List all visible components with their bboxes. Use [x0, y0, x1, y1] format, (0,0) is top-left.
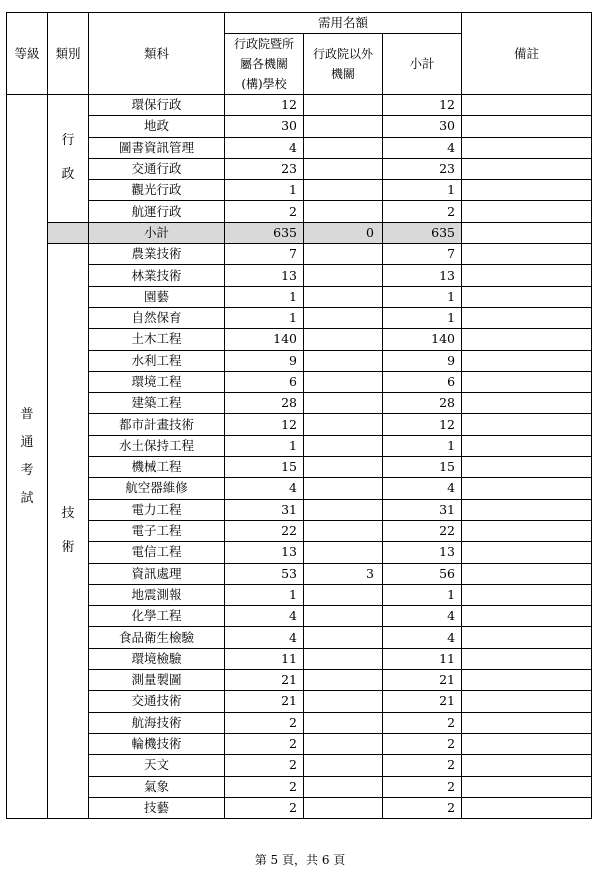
subtotal-cell: 9: [383, 350, 462, 371]
remarks-cell: [462, 414, 592, 435]
subtotal-cell: 2: [383, 201, 462, 222]
subject-cell: 電力工程: [89, 499, 225, 520]
subtotal-cell: 31: [383, 499, 462, 520]
subtotal-cell: 7: [383, 244, 462, 265]
exec-quota-cell: 2: [225, 733, 304, 754]
exec-quota-cell: 4: [225, 606, 304, 627]
table-row: [7, 371, 592, 392]
outside-quota-cell: 0: [304, 222, 383, 243]
table-row: [7, 393, 592, 414]
outside-quota-cell: [304, 265, 383, 286]
table-row: [7, 712, 592, 733]
subtotal-cell: 4: [383, 627, 462, 648]
exec-quota-cell: 140: [225, 329, 304, 350]
table-row: [7, 435, 592, 456]
remarks-cell: [462, 797, 592, 818]
page-footer: 第 5 頁，共 6 頁: [254, 853, 346, 867]
exec-quota-cell: 1: [225, 435, 304, 456]
exec-quota-cell: 2: [225, 776, 304, 797]
outside-quota-cell: [304, 371, 383, 392]
table-row: [7, 648, 592, 669]
subtotal-cell: 12: [383, 95, 462, 116]
remarks-cell: [462, 755, 592, 776]
exec-quota-cell: 6: [225, 371, 304, 392]
remarks-cell: [462, 180, 592, 201]
header-remarks: 備註: [462, 13, 592, 95]
subtotal-cell: 1: [383, 180, 462, 201]
outside-quota-cell: [304, 584, 383, 605]
exec-quota-cell: 2: [225, 712, 304, 733]
subject-cell: 氣象: [89, 776, 225, 797]
subtotal-row: [7, 222, 592, 243]
outside-quota-cell: [304, 350, 383, 371]
subject-cell: 技藝: [89, 797, 225, 818]
exec-quota-cell: 1: [225, 307, 304, 328]
outside-quota-cell: [304, 180, 383, 201]
subject-cell: 電子工程: [89, 520, 225, 541]
exec-quota-cell: 53: [225, 563, 304, 584]
table-row: [7, 95, 592, 116]
table-row: [7, 137, 592, 158]
outside-quota-cell: [304, 158, 383, 179]
exec-quota-cell: 11: [225, 648, 304, 669]
category-admin-label-char: 政: [61, 167, 75, 183]
table-row: [7, 329, 592, 350]
remarks-cell: [462, 478, 592, 499]
remarks-cell: [462, 329, 592, 350]
subject-cell: 水利工程: [89, 350, 225, 371]
remarks-cell: [462, 307, 592, 328]
outside-quota-cell: [304, 499, 383, 520]
subtotal-cell: 15: [383, 457, 462, 478]
subtotal-cell: 635: [383, 222, 462, 243]
outside-quota-cell: [304, 606, 383, 627]
exec-quota-cell: 4: [225, 627, 304, 648]
table-row: [7, 670, 592, 691]
subtotal-cell: 28: [383, 393, 462, 414]
subject-cell: 資訊處理: [89, 563, 225, 584]
outside-quota-cell: [304, 691, 383, 712]
outside-quota-cell: [304, 478, 383, 499]
header-category: 類別: [48, 13, 89, 95]
subtotal-cell: 2: [383, 755, 462, 776]
subject-cell: 環保行政: [89, 95, 225, 116]
remarks-cell: [462, 542, 592, 563]
subject-cell: 圖書資訊管理: [89, 137, 225, 158]
exec-quota-cell: 2: [225, 797, 304, 818]
outside-quota-cell: [304, 776, 383, 797]
subject-cell: 交通行政: [89, 158, 225, 179]
subtotal-cell: 1: [383, 584, 462, 605]
outside-quota-cell: [304, 797, 383, 818]
exec-quota-cell: 13: [225, 542, 304, 563]
table-row: [7, 180, 592, 201]
remarks-cell: [462, 371, 592, 392]
subtotal-cell: 12: [383, 414, 462, 435]
category-tech-cell: [48, 244, 89, 819]
table-row: [7, 776, 592, 797]
outside-quota-cell: [304, 712, 383, 733]
table-row: [7, 307, 592, 328]
category-tech-label-char: 技: [61, 506, 75, 522]
table-row: [7, 286, 592, 307]
remarks-cell: [462, 648, 592, 669]
exec-quota-cell: 30: [225, 116, 304, 137]
remarks-cell: [462, 265, 592, 286]
subject-cell: 水土保持工程: [89, 435, 225, 456]
outside-quota-cell: [304, 116, 383, 137]
table-row: [7, 563, 592, 584]
outside-quota-cell: 3: [304, 563, 383, 584]
header-level: 等級: [7, 13, 48, 95]
subtotal-cell: 2: [383, 797, 462, 818]
subtotal-cell: 23: [383, 158, 462, 179]
outside-quota-cell: [304, 393, 383, 414]
outside-quota-cell: [304, 733, 383, 754]
level-label-char: 考: [20, 462, 34, 478]
exec-quota-cell: 12: [225, 95, 304, 116]
quota-table: [6, 12, 592, 819]
subtotal-cell: 21: [383, 670, 462, 691]
table-row: [7, 201, 592, 222]
exec-quota-cell: 1: [225, 180, 304, 201]
outside-quota-cell: [304, 329, 383, 350]
remarks-cell: [462, 286, 592, 307]
subject-cell: 交通技術: [89, 691, 225, 712]
remarks-cell: [462, 712, 592, 733]
subject-cell: 天文: [89, 755, 225, 776]
subject-cell: 林業技術: [89, 265, 225, 286]
remarks-cell: [462, 393, 592, 414]
remarks-cell: [462, 691, 592, 712]
subject-cell: 農業技術: [89, 244, 225, 265]
subtotal-cell: 2: [383, 712, 462, 733]
remarks-cell: [462, 116, 592, 137]
level-label-char: 試: [20, 490, 34, 506]
subject-cell: 化學工程: [89, 606, 225, 627]
table-body: [7, 95, 592, 819]
remarks-cell: [462, 606, 592, 627]
exec-quota-cell: 31: [225, 499, 304, 520]
exec-quota-cell: 635: [225, 222, 304, 243]
table-row: [7, 520, 592, 541]
outside-quota-cell: [304, 414, 383, 435]
subtotal-cell: 6: [383, 371, 462, 392]
subtotal-cell: 2: [383, 776, 462, 797]
subtotal-cell: 21: [383, 691, 462, 712]
remarks-cell: [462, 776, 592, 797]
exec-quota-cell: 4: [225, 137, 304, 158]
remarks-cell: [462, 201, 592, 222]
subtotal-cell: 11: [383, 648, 462, 669]
table-row: [7, 691, 592, 712]
outside-quota-cell: [304, 307, 383, 328]
exec-quota-cell: 21: [225, 670, 304, 691]
outside-quota-cell: [304, 670, 383, 691]
subject-cell: 建築工程: [89, 393, 225, 414]
subject-cell: 環境工程: [89, 371, 225, 392]
remarks-cell: [462, 733, 592, 754]
outside-quota-cell: [304, 755, 383, 776]
remarks-cell: [462, 435, 592, 456]
subtotal-cell: 30: [383, 116, 462, 137]
subject-cell: 地震測報: [89, 584, 225, 605]
table-row: [7, 457, 592, 478]
subtotal-cell: 13: [383, 542, 462, 563]
subject-cell: 觀光行政: [89, 180, 225, 201]
remarks-cell: [462, 95, 592, 116]
remarks-cell: [462, 158, 592, 179]
outside-quota-cell: [304, 542, 383, 563]
subject-cell: 測量製圖: [89, 670, 225, 691]
category-admin-cell: [48, 95, 89, 223]
table-row: [7, 733, 592, 754]
exec-quota-cell: 4: [225, 478, 304, 499]
subject-cell: 土木工程: [89, 329, 225, 350]
outside-quota-cell: [304, 520, 383, 541]
subject-cell: 環境檢驗: [89, 648, 225, 669]
subject-cell: 航空器維修: [89, 478, 225, 499]
category-tech-label-char: 術: [61, 540, 75, 556]
exec-quota-cell: 15: [225, 457, 304, 478]
table-row: [7, 584, 592, 605]
outside-quota-cell: [304, 137, 383, 158]
level-cell: [7, 95, 48, 819]
exec-quota-cell: 1: [225, 584, 304, 605]
exec-quota-cell: 23: [225, 158, 304, 179]
table-row: [7, 542, 592, 563]
subject-cell: 航運行政: [89, 201, 225, 222]
outside-quota-cell: [304, 435, 383, 456]
subtotal-cell: 4: [383, 137, 462, 158]
outside-quota-cell: [304, 648, 383, 669]
exec-quota-cell: 21: [225, 691, 304, 712]
header-quota-group: 需用名額: [225, 13, 462, 34]
level-label-char: 通: [20, 434, 34, 450]
subject-cell: 食品衛生檢驗: [89, 627, 225, 648]
outside-quota-cell: [304, 244, 383, 265]
exec-quota-cell: 9: [225, 350, 304, 371]
table-row: [7, 499, 592, 520]
table-row: [7, 116, 592, 137]
remarks-cell: [462, 457, 592, 478]
remarks-cell: [462, 499, 592, 520]
subtotal-cell: 1: [383, 286, 462, 307]
remarks-cell: [462, 563, 592, 584]
subject-cell: 小計: [89, 222, 225, 243]
subtotal-cell: 2: [383, 733, 462, 754]
subject-cell: 機械工程: [89, 457, 225, 478]
subject-cell: 地政: [89, 116, 225, 137]
exec-quota-cell: 2: [225, 201, 304, 222]
header-exec-institutions: 行政院暨所 屬各機關 (構)學校: [225, 34, 304, 95]
subtotal-cell: 56: [383, 563, 462, 584]
exec-quota-cell: 2: [225, 755, 304, 776]
table-row: [7, 797, 592, 818]
header-subject: 類科: [89, 13, 225, 95]
subject-cell: 輪機技術: [89, 733, 225, 754]
table-row: [7, 350, 592, 371]
table-row: [7, 606, 592, 627]
outside-quota-cell: [304, 627, 383, 648]
subject-cell: 園藝: [89, 286, 225, 307]
subtotal-cell: 4: [383, 478, 462, 499]
exec-quota-cell: 22: [225, 520, 304, 541]
subject-cell: 都市計畫技術: [89, 414, 225, 435]
outside-quota-cell: [304, 286, 383, 307]
remarks-cell: [462, 627, 592, 648]
subject-cell: 自然保育: [89, 307, 225, 328]
subtotal-cell: 1: [383, 307, 462, 328]
table-row: [7, 244, 592, 265]
remarks-cell: [462, 244, 592, 265]
remarks-cell: [462, 584, 592, 605]
subject-cell: 航海技術: [89, 712, 225, 733]
subtotal-cell: 22: [383, 520, 462, 541]
subtotal-category-blank: [48, 222, 89, 243]
table-row: [7, 158, 592, 179]
remarks-cell: [462, 350, 592, 371]
remarks-cell: [462, 137, 592, 158]
level-label-char: 普: [20, 406, 34, 422]
subtotal-cell: 4: [383, 606, 462, 627]
subtotal-cell: 13: [383, 265, 462, 286]
table-row: [7, 755, 592, 776]
exec-quota-cell: 7: [225, 244, 304, 265]
table-row: [7, 478, 592, 499]
exec-quota-cell: 28: [225, 393, 304, 414]
table-row: [7, 265, 592, 286]
exec-quota-cell: 13: [225, 265, 304, 286]
subtotal-cell: 1: [383, 435, 462, 456]
header-outside-agencies: 行政院以外 機關: [304, 34, 383, 95]
remarks-cell: [462, 670, 592, 691]
header-subtotal: 小計: [383, 34, 462, 95]
remarks-cell: [462, 222, 592, 243]
outside-quota-cell: [304, 457, 383, 478]
table-row: [7, 627, 592, 648]
remarks-cell: [462, 520, 592, 541]
category-admin-label-char: 行: [61, 133, 75, 149]
table-row: [7, 414, 592, 435]
outside-quota-cell: [304, 95, 383, 116]
subtotal-cell: 140: [383, 329, 462, 350]
outside-quota-cell: [304, 201, 383, 222]
exec-quota-cell: 1: [225, 286, 304, 307]
subject-cell: 電信工程: [89, 542, 225, 563]
exec-quota-cell: 12: [225, 414, 304, 435]
